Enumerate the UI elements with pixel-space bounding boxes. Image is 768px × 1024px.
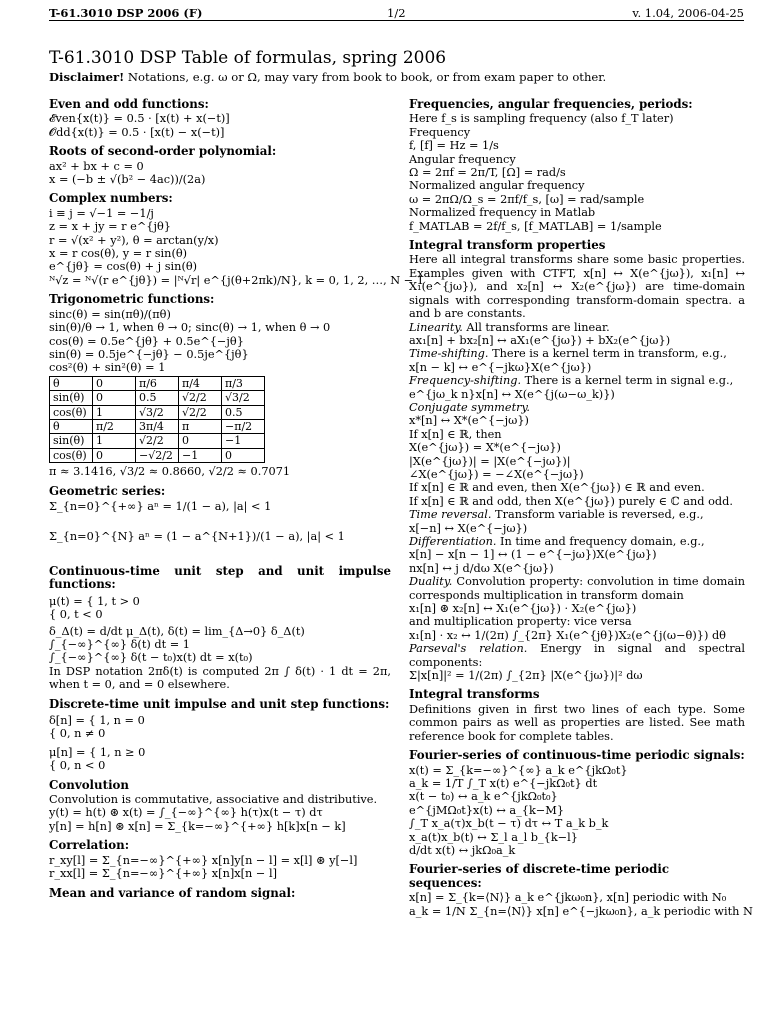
table-row xyxy=(50,405,265,419)
table-row xyxy=(50,391,265,405)
table-cell: π/2 xyxy=(93,419,136,433)
paragraph: In DSP notation 2πδ(t) is computed 2π ∫ δ(t) · 1 dt = 2π, when t = 0, and = 0 elsewhere. xyxy=(49,664,391,692)
formula-line: Angular frequency xyxy=(409,152,516,166)
section-fourier-series-dt xyxy=(409,862,753,918)
table-row xyxy=(50,434,265,448)
formula-line: r = √(x² + y²), θ = arctan(y/x) xyxy=(49,233,219,247)
table-cell: cos(θ) xyxy=(50,448,93,462)
table-cell: π/4 xyxy=(179,376,222,390)
section-heading: Correlation: xyxy=(49,838,130,853)
property-differentiation xyxy=(409,535,745,548)
formula-line: ax₁[n] + bx₂[n] ↔ aX₁(e^{jω}) + bX₂(e^{jω}) xyxy=(409,333,671,347)
formula-line: ∠X(e^{jω}) = −∠X(e^{−jω}) xyxy=(409,467,584,481)
formula-line: Normalized frequency in Matlab xyxy=(409,206,596,220)
formula-line: If x[n] ∈ ℝ, then xyxy=(409,427,502,441)
formula-line: Σ|x[n]|² = 1/(2π) ∫_{2π} |X(e^{jω})|² dω xyxy=(409,669,643,683)
property-parseval xyxy=(409,642,745,669)
table-cell: √2/2 xyxy=(179,391,222,405)
paragraph: Definitions given in first two lines of each type. Some common pairs as well as properties are listed. See math reference book for complete tables. xyxy=(409,702,745,743)
document-title: T-61.3010 DSP Table of formulas, spring 2006 xyxy=(49,48,447,68)
table-cell: −π/2 xyxy=(222,419,265,433)
paragraph: and multiplication property: vice versa xyxy=(409,615,632,629)
property-text: Transform variable is reversed, e.g., xyxy=(491,508,704,522)
formula-line: δ_Δ(t) = d/dt μ_Δ(t), δ(t) = lim_{Δ→0} δ_Δ(t) xyxy=(49,624,305,638)
section-heading: Trigonometric functions: xyxy=(49,292,215,307)
formula-line: x(t) = Σ_{k=−∞}^{∞} a_k e^{jkΩ₀t} xyxy=(409,763,628,777)
section-trig xyxy=(49,293,391,478)
formula-line: μ[n] = { 1, n ≥ 0 xyxy=(49,745,146,759)
property-frequency-shifting xyxy=(409,374,745,387)
formula-line: Normalized angular frequency xyxy=(409,179,585,193)
formula-line: nx[n] ↔ j d/dω X(e^{jω}) xyxy=(409,561,554,575)
table-cell: −1 xyxy=(222,434,265,448)
header-page-number: 1/2 xyxy=(387,6,406,20)
section-convolution xyxy=(49,779,391,834)
table-cell: cos(θ) xyxy=(50,405,93,419)
property-name: Conjugate symmetry. xyxy=(409,400,530,414)
table-cell: 1 xyxy=(93,434,136,448)
table-cell: 0 xyxy=(93,391,136,405)
property-text: All transforms are linear. xyxy=(462,320,610,334)
formula-line: cos(θ) = 0.5e^{jθ} + 0.5e^{−jθ} xyxy=(49,334,244,348)
formula-line: ∫_{−∞}^{∞} δ(t) dt = 1 xyxy=(49,638,190,651)
formula-line: x = (−b ± √(b² − 4ac))/(2a) xyxy=(49,173,206,187)
formula-line: x[n] − x[n − 1] ↔ (1 − e^{−jω})X(e^{jω}) xyxy=(409,548,657,562)
trig-values-table xyxy=(49,376,265,463)
formula-line: sin(θ) = 0.5je^{−jθ} − 0.5je^{jθ} xyxy=(49,347,249,361)
disclaimer-label: Disclaimer! xyxy=(49,70,125,84)
section-heading: Even and odd functions: xyxy=(49,97,209,111)
table-cell: 3π/4 xyxy=(136,419,179,433)
section-correlation xyxy=(49,839,391,880)
formula-line: |X(e^{jω})| = |X(e^{−jω})| xyxy=(409,454,571,468)
formula-line: Σ_{n=0}^{N} aⁿ = (1 − a^{N+1})/(1 − a), |a| < 1 xyxy=(49,529,345,543)
property-text: Energy in signal and spectral components: xyxy=(409,642,745,669)
property-name: Linearity. xyxy=(409,320,463,334)
formula-line: f_MATLAB = 2f/f_s, [f_MATLAB] = 1/sample xyxy=(409,219,662,233)
property-duality xyxy=(409,575,745,602)
formula-line: sinc(θ) = sin(πθ)/(πθ) xyxy=(49,307,171,321)
section-heading: Roots of second-order polynomial: xyxy=(49,144,277,159)
formula-line: ᴺ√z = ᴺ√(r e^{jθ}) = |ᴺ√r| e^{j(θ+2πk)/N}, k = 0, 1, 2, …, N − 1 xyxy=(49,273,424,287)
formula-line: z = x + jy = r e^{jθ} xyxy=(49,220,171,234)
formula-line: 𝓞dd{x(t)} = 0.5 · [x(t) − x(−t)] xyxy=(49,125,225,139)
paragraph: Here all integral transforms share some basic properties. Examples given with CTFT, x[n] ↔ X(e^{jω}), x₁[n] ↔ X₁(e^{jω}), and x₂[n] ↔ X₂(e^{jω}) are time-domain signals with corresponding transform-domain spectra. a and b are constants. xyxy=(409,253,745,321)
property-name: Frequency-shifting. xyxy=(409,374,522,388)
header-version: v. 1.04, 2006-04-25 xyxy=(632,6,744,20)
running-header xyxy=(49,6,744,21)
formula-line: μ(t) = { 1, t > 0 xyxy=(49,594,140,608)
formula-line: π ≈ 3.1416, √3/2 ≈ 0.8660, √2/2 ≈ 0.7071 xyxy=(49,465,291,479)
table-cell: √2/2 xyxy=(179,405,222,419)
formula-line: d/dt x(t) ↔ jkΩ₀a_k xyxy=(409,843,516,857)
section-heading: Discrete-time unit impulse and unit step functions: xyxy=(49,696,390,711)
formula-line: x[n − k] ↔ e^{−jkω}X(e^{jω}) xyxy=(409,360,592,374)
formula-line: sin(θ)/θ → 1, when θ → 0; sinc(θ) → 1, when θ → 0 xyxy=(49,321,331,335)
section-fourier-series-ct xyxy=(409,749,745,857)
table-cell: 0 xyxy=(222,448,265,462)
disclaimer xyxy=(49,70,606,84)
table-cell: −1 xyxy=(179,448,222,462)
formula-line: 𝓔ven{x(t)} = 0.5 · [x(t) + x(−t)] xyxy=(49,112,230,126)
table-cell: √2/2 xyxy=(136,434,179,448)
formula-line: Ω = 2πf = 2π/T, [Ω] = rad/s xyxy=(409,166,566,180)
right-column xyxy=(409,97,753,924)
formula-line: Σ_{n=0}^{+∞} aⁿ = 1/(1 − a), |a| < 1 xyxy=(49,499,272,513)
table-cell: √3/2 xyxy=(136,405,179,419)
table-cell: θ xyxy=(50,376,93,390)
formula-line: x₁[n] ⊛ x₂[n] ↔ X₁(e^{jω}) · X₂(e^{jω}) xyxy=(409,602,637,616)
formula-line: x₁[n] · x₂ ↔ 1/(2π) ∫_{2π} X₁(e^{jθ})X₂(e^{j(ω−θ)}) dθ xyxy=(409,628,726,642)
formula-line: a_k = 1/T ∫_T x(t) e^{−jkΩ₀t} dt xyxy=(409,776,598,790)
section-complex-numbers xyxy=(49,191,424,287)
formula-line: If x[n] ∈ ℝ and even, then X(e^{jω}) ∈ ℝ and even. xyxy=(409,481,705,495)
section-dt-impulse-step xyxy=(49,698,391,773)
table-cell: 1 xyxy=(93,405,136,419)
disclaimer-text: Notations, e.g. ω or Ω, may vary from book to book, or from exam paper to other. xyxy=(124,70,607,84)
property-text: There is a kernel term in transform, e.g., xyxy=(488,347,727,361)
property-name: Time reversal. xyxy=(409,508,492,522)
section-heading: Mean and variance of random signal: xyxy=(49,885,296,900)
section-mean-variance xyxy=(49,887,391,900)
formula-line: X(e^{jω}) = X*(e^{−jω}) xyxy=(409,441,561,455)
formula-line: ω = 2πΩ/Ω_s = 2πf/f_s, [ω] = rad/sample xyxy=(409,192,645,206)
formula-line: x = r cos(θ), y = r sin(θ) xyxy=(49,247,188,261)
section-heading: Complex numbers: xyxy=(49,191,173,206)
formula-line: r_xx[l] = Σ_{n=−∞}^{+∞} x[n]x[n − l] xyxy=(49,867,277,881)
section-heading: Integral transforms xyxy=(409,687,540,702)
property-name: Differentiation. xyxy=(409,535,497,548)
formula-line: { 0, t < 0 xyxy=(49,608,103,622)
formula-line: i ≡ j = √−1 = −1/j xyxy=(49,206,154,220)
table-cell: π/3 xyxy=(222,376,265,390)
table-cell: π/6 xyxy=(136,376,179,390)
table-cell: 0 xyxy=(93,448,136,462)
section-roots xyxy=(49,145,391,186)
section-heading: Frequencies, angular frequencies, periods: xyxy=(409,97,693,111)
paragraph: Convolution is commutative, associative and distributive. xyxy=(49,793,378,807)
table-cell: π xyxy=(179,419,222,433)
property-time-shifting xyxy=(409,347,745,360)
formula-line: y(t) = h(t) ⊛ x(t) = ∫_{−∞}^{∞} h(τ)x(t − τ) dτ xyxy=(49,806,323,820)
table-row xyxy=(50,419,265,433)
formula-line: ∫_{−∞}^{∞} δ(t − t₀)x(t) dt = x(t₀) xyxy=(49,651,253,665)
property-linearity xyxy=(409,321,745,334)
table-cell: √3/2 xyxy=(222,391,265,405)
table-cell: sin(θ) xyxy=(50,391,93,405)
formula-line: e^{jθ} = cos(θ) + j sin(θ) xyxy=(49,260,198,274)
property-name: Duality. xyxy=(409,575,453,589)
property-text: In time and frequency domain, e.g., xyxy=(496,535,705,548)
formula-line: Here f_s is sampling frequency (also f_T later) xyxy=(409,112,674,126)
formula-line: f, [f] = Hz = 1/s xyxy=(409,139,499,153)
section-integral-transforms xyxy=(409,688,745,743)
section-heading: Convolution xyxy=(49,777,129,792)
formula-line: e^{jMΩ₀t}x(t) ↔ a_{k−M} xyxy=(409,803,565,817)
section-even-odd xyxy=(49,98,391,139)
formula-line: { 0, n ≠ 0 xyxy=(49,727,106,741)
section-heading: Integral transform properties xyxy=(409,238,606,253)
table-row xyxy=(50,376,265,390)
formula-line: { 0, n < 0 xyxy=(49,759,106,773)
table-cell: 0.5 xyxy=(136,391,179,405)
table-cell: θ xyxy=(50,419,93,433)
table-cell: 0 xyxy=(93,376,136,390)
formula-line: e^{jω_k n}x[n] ↔ X(e^{j(ω−ω_k)}) xyxy=(409,387,615,401)
formula-line: y[n] = h[n] ⊛ x[n] = Σ_{k=−∞}^{+∞} h[k]x[n − k] xyxy=(49,819,346,833)
property-text: There is a kernel term in signal e.g., xyxy=(521,374,734,388)
formula-line: If x[n] ∈ ℝ and odd, then X(e^{jω}) purely ∈ ℂ and odd. xyxy=(409,494,733,508)
table-cell: sin(θ) xyxy=(50,434,93,448)
property-conjugate-symmetry xyxy=(409,401,745,414)
formula-line: x(t − t₀) ↔ a_k e^{jkΩ₀t₀} xyxy=(409,790,558,804)
property-name: Parseval's relation. xyxy=(409,642,528,656)
table-row xyxy=(50,448,265,462)
section-heading: Continuous-time unit step and unit impulse functions: xyxy=(49,563,391,592)
formula-line: δ[n] = { 1, n = 0 xyxy=(49,714,145,728)
left-column xyxy=(49,97,424,906)
section-heading: Fourier-series of discrete-time periodic sequences: xyxy=(409,862,670,890)
formula-line: a_k = 1/N Σ_{n=⟨N⟩} x[n] e^{−jkω₀n}, a_k periodic with N xyxy=(409,904,753,918)
property-text: Convolution property: convolution in time domain corresponds multiplication in transform domain xyxy=(409,575,745,602)
section-ct-step-impulse xyxy=(49,565,391,692)
formula-line: ax² + bx + c = 0 xyxy=(49,159,144,173)
formula-line: ∫_T x_a(τ)x_b(t − τ) dτ ↔ T a_k b_k xyxy=(409,817,609,831)
property-time-reversal xyxy=(409,508,745,521)
formula-line: x[n] = Σ_{k=⟨N⟩} a_k e^{jkω₀n}, x[n] periodic with N₀ xyxy=(409,891,727,905)
formula-line: x[−n] ↔ X(e^{−jω}) xyxy=(409,521,528,535)
formula-line: x*[n] ↔ X*(e^{−jω}) xyxy=(409,414,529,428)
table-cell: 0.5 xyxy=(222,405,265,419)
formula-line: x_a(t)x_b(t) ↔ Σ_l a_l b_{k−l} xyxy=(409,830,578,844)
section-integral-transform-properties xyxy=(409,239,745,682)
header-course: T-61.3010 DSP 2006 (F) xyxy=(49,6,203,20)
formula-line: r_xy[l] = Σ_{n=−∞}^{+∞} x[n]y[n − l] = x[l] ⊛ y[−l] xyxy=(49,853,358,867)
section-heading: Fourier-series of continuous-time periodic signals: xyxy=(409,748,745,763)
section-heading: Geometric series: xyxy=(49,483,166,498)
table-cell: −√2/2 xyxy=(136,448,179,462)
section-frequencies xyxy=(409,98,745,233)
section-geometric-series xyxy=(49,485,391,559)
formula-line: Frequency xyxy=(409,125,471,139)
property-name: Time-shifting. xyxy=(409,347,489,361)
formula-line: cos²(θ) + sin²(θ) = 1 xyxy=(49,361,166,375)
table-cell: 0 xyxy=(179,434,222,448)
